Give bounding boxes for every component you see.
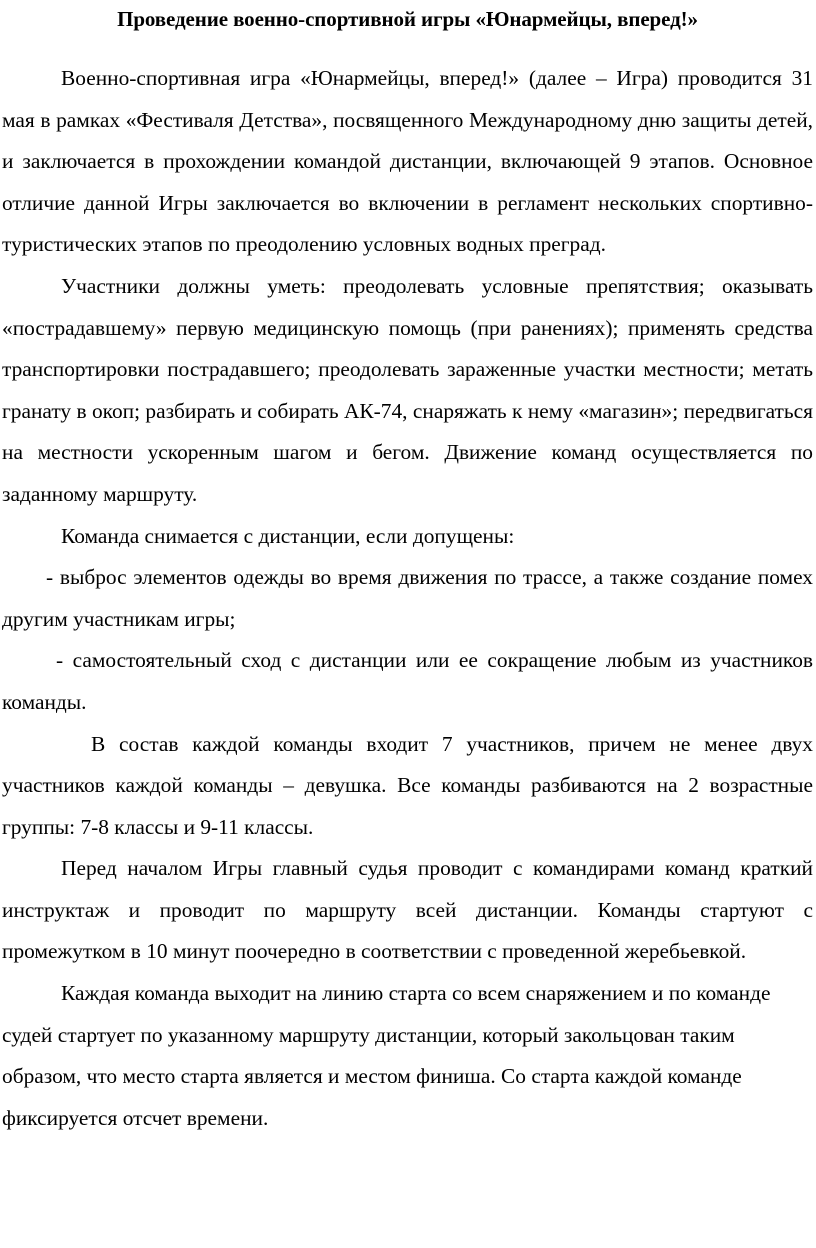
paragraph-intro: Военно-спортивная игра «Юнармейцы, вперед!» (далее – Игра) проводится 31 мая в рамках «Фестиваля Детства», посвященного Международному дню защиты детей, и заключается в прохождении командой дистанции, включающей 9 этапов. Основное отличие данной Игры заключается во включении в регламент нескольких спортивно-туристических этапов по преодолению условных водных преград.	[2, 66, 813, 257]
document-body	[2, 58, 813, 1139]
paragraph-skills: Участники должны уметь: преодолевать условные препятствия; оказывать «пострадавшему» первую медицинскую помощь (при ранениях); применять средства транспортировки пострадавшего; преодолевать зараженные участки местности; метать гранату в окоп; разбирать и собирать АК-74, снаряжать к нему «магазин»; передвигаться на местности ускоренным шагом и бегом. Движение команд осуществляется по заданному маршруту.	[2, 273, 813, 506]
document-title: Проведение военно-спортивной игры «Юнармейцы, вперед!»	[117, 7, 698, 31]
paragraph-team-composition: В состав каждой команды входит 7 участников, причем не менее двух участников каждой команды – девушка. Все команды разбиваются на 2 возрастные группы: 7-8 классы и 9-11 классы.	[2, 731, 813, 839]
paragraph-disqualification: Команда снимается с дистанции, если допущены:	[61, 523, 515, 548]
list-item-leaving: - самостоятельный сход с дистанции или ее сокращение любым из участников команды.	[2, 648, 813, 714]
list-item-clothing: - выброс элементов одежды во время движения по трассе, а также создание помех другим участникам игры;	[2, 565, 813, 631]
paragraph-start: Каждая команда выходит на линию старта со всем снаряжением и по команде судей стартует по указанному маршруту дистанции, который закольцован таким образом, что место старта является и местом финиша. Со старта каждой команде фиксируется отсчет времени.	[2, 981, 771, 1130]
paragraph-briefing: Перед началом Игры главный судья проводит с командирами команд краткий инструктаж и проводит по маршруту всей дистанции. Команды стартуют с промежутком в 10 минут поочередно в соответствии с проведенной жеребьевкой.	[2, 856, 813, 964]
